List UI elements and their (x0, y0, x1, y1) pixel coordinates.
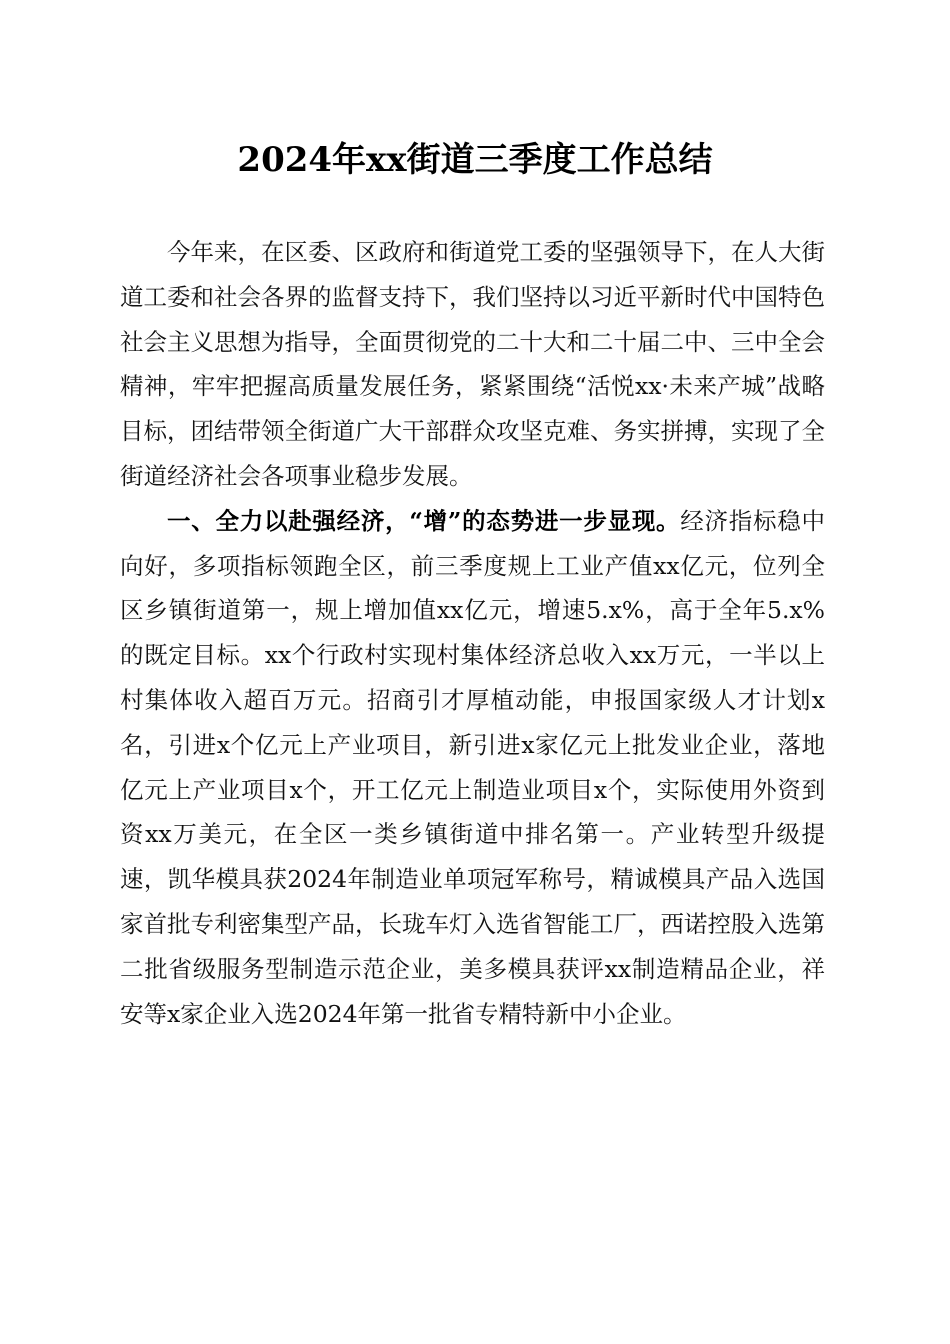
section-one-heading: 一、全力以赴强经济，“增”的态势进一步显现。 (167, 506, 681, 535)
document-title: 2024年xx街道三季度工作总结 (237, 140, 713, 180)
section-one-paragraph (120, 499, 825, 1037)
intro-paragraph-text: 今年来，在区委、区政府和街道党工委的坚强领导下，在人大街道工委和社会各界的监督支持下，我们坚持以习近平新时代中国特色社会主义思想为指导，全面贯彻党的二十大和二十届二中、三中全会精神，牢牢把握高质量发展任务，紧紧围绕“活悦xx·未来产城”战略目标，团结带领全街道广大干部群众攻坚克难、务实拼搏，实现了全街道经济社会各项事业稳步发展。 (120, 238, 825, 490)
document-body (120, 230, 825, 1036)
section-one-text: 经济指标稳中向好，多项指标领跑全区，前三季度规上工业产值xx亿元，位列全区乡镇街道第一，规上增加值xx亿元，增速5.x%，高于全年5.x%的既定目标。xx个行政村实现村集体经济总收入xx万元，一半以上村集体收入超百万元。招商引才厚植动能，申报国家级人才计划x名，引进x个亿元上产业项目，新引进x家亿元上批发业企业，落地亿元上产业项目x个，开工亿元上制造业项目x个，实际使用外资到资xx万美元，在全区一类乡镇街道中排名第一。产业转型升级提速，凯华模具获2024年制造业单项冠军称号，精诚模具产品入选国家首批专利密集型产品，长珑车灯入选省智能工厂，西诺控股入选第二批省级服务型制造示范企业，美多模具获评xx制造精品企业，祥安等x家企业入选2024年第一批省专精特新中小企业。 (120, 506, 825, 1028)
intro-paragraph (120, 230, 825, 499)
